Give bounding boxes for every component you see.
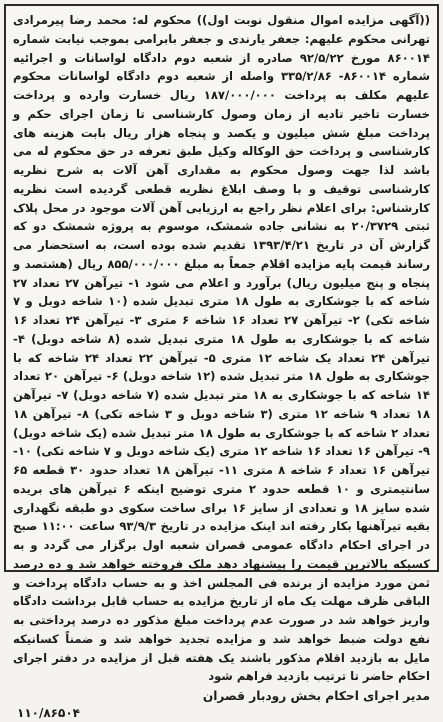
notice-signature: مدیر اجرای احکام بخش رودبار قصران bbox=[202, 689, 430, 703]
notice-body: محکوم له: محمد رضا پیرمرادی تهرانی محکوم علیهم: جعفر یارندی و جعفر بابرامی بموجب نیابت شماره ۸۶۰۰۱۴ مورخ ۹۲/۵/۲۲ صادره از شعبه دوم دادگاه لواسانات و اجرائیه شماره ۸۶۰۰۱۴- ۳۳۵/۲/۸۶ واصله از شعبه دوم دادگاه لواسانات محکوم علیهم مکلف به پرداخت ۱۸۷/۰۰۰/۰۰۰ ریال خسارت وارده و پرداخت خسارت تاخیر تادیه از زمان وصول کارشناسی تا زمان اجرای حکم و پرداخت مبلغ شش میلیون و یکصد و پنجاه هزار ریال بابت هزینه های کارشناسی و پرداخت حق الوکاله وکیل طبق تعرفه در حق محکوم له می باشد لذا جهت وصول محکوم به مقداری آهن آلات به شرح نظریه کارشناسی توقیف و با وصف ابلاغ نظریه قطعی گردیده است نظریه کارشناس: برای اعلام نظر راجع به ارزیابی آهن آلات موجود در محل پلاک ثبتی ۲۰/۳۷۲۹ به نشانی جاده شمشک، موسوم به پروژه شمشک دو که گزارش آن در تاریخ ۱۳۹۳/۴/۲۱ تقدیم شده بوده است، به استحضار می رساند قیمت پایه مزایده اقلام جمعاً به مبلغ ۸۵۵/۰۰۰/۰۰۰ ریال (هشتصد و پنجاه و پنج میلیون ریال) برآورد و اعلام می شود ۱- تیرآهن ۲۷ تعداد ۲۷ شاخه که با جوشکاری به طول ۱۸ متری تبدیل شده (۱۰ شاخه دوبل و ۷ شاخه تکی) ۲- تیرآهن ۲۷ تعداد ۱۶ شاخه ۶ متری ۳- تیرآهن ۲۴ تعداد ۱۶ شاخه که با جوشکاری به طول ۱۸ متری تبدیل شده (۸ شاخه دوبل) ۴- تیرآهن ۲۴ تعداد یک شاخه ۱۲ متری ۵- تیرآهن ۲۲ تعداد ۲۴ شاخه که با جوشکاری به طول ۱۸ متر تبدیل شده (۱۲ شاخه دوبل) ۶- تیرآهن ۲۰ تعداد ۱۴ شاخه که با جوشکاری به ۱۸ متر تبدیل شده (۷ شاخه دوبل) ۷- تیرآهن ۱۸ تعداد ۹ شاخه ۱۲ متری (۳ شاخه دوبل و ۳ شاخه تکی) ۸- تیرآهن ۱۸ تعداد ۲ شاخه که با جوشکاری به طول ۱۸ متر تبدیل شده (یک شاخه دوبل) ۹- تیرآهن ۱۶ تعداد ۱۶ شاخه ۱۲ متری (یک شاخه دوبل و ۷ شاخه تکی) ۱۰- تیرآهن ۱۶ تعداد ۶ شاخه ۸ متری ۱۱- تیرآهن ۱۸ تعداد حدود ۳۰ قطعه ۶۵ سانتیمتری و ۱۰ قطعه حدود ۲ متری توضیح اینکه ۶ تیرآهن های بریده شده سایز ۱۸ و تعدادی از سایز ۱۶ برای ساخت سکوی دو طبقه نگهداری بقیه تیرآهنها بکار رفته اند اینک مزایده در تاریخ ۹۳/۹/۳ ساعت ۱۱:۰۰ صبح در اجرای احکام دادگاه عمومی قصران شعبه اول برگزار می گردد و به کسیکه بالاترین قیمت را پیشنهاد دهد ملک فروخته خواهد شد و ده درصد ثمن مورد مزایده از برنده فی المجلس اخذ و به حساب دادگاه پرداخت و الباقی ظرف مهلت یک ماه از تاریخ مزایده به حساب قابل برداشت دادگاه واریز خواهد شد در صورت عدم پرداخت مبلغ مذکور ده درصد پرداختی به نفع دولت ضبط خواهد شد و مزایده تجدید خواهد شد و ضمناً کسانیکه مایل به بازدید اقلام مذکور باشند یک هفته قبل از مزایده در دفتر اجرای احکام حاضر تا ترتیب بازدید فراهم شود bbox=[13, 13, 431, 684]
auction-notice bbox=[4, 4, 439, 720]
notice-heading: ((آگهی مزایده اموال منقول نوبت اول)) bbox=[196, 13, 430, 27]
reference-number: ۱۱۰/۸۶۵۰۴ bbox=[17, 706, 80, 720]
notice-body-paragraph bbox=[13, 11, 430, 686]
